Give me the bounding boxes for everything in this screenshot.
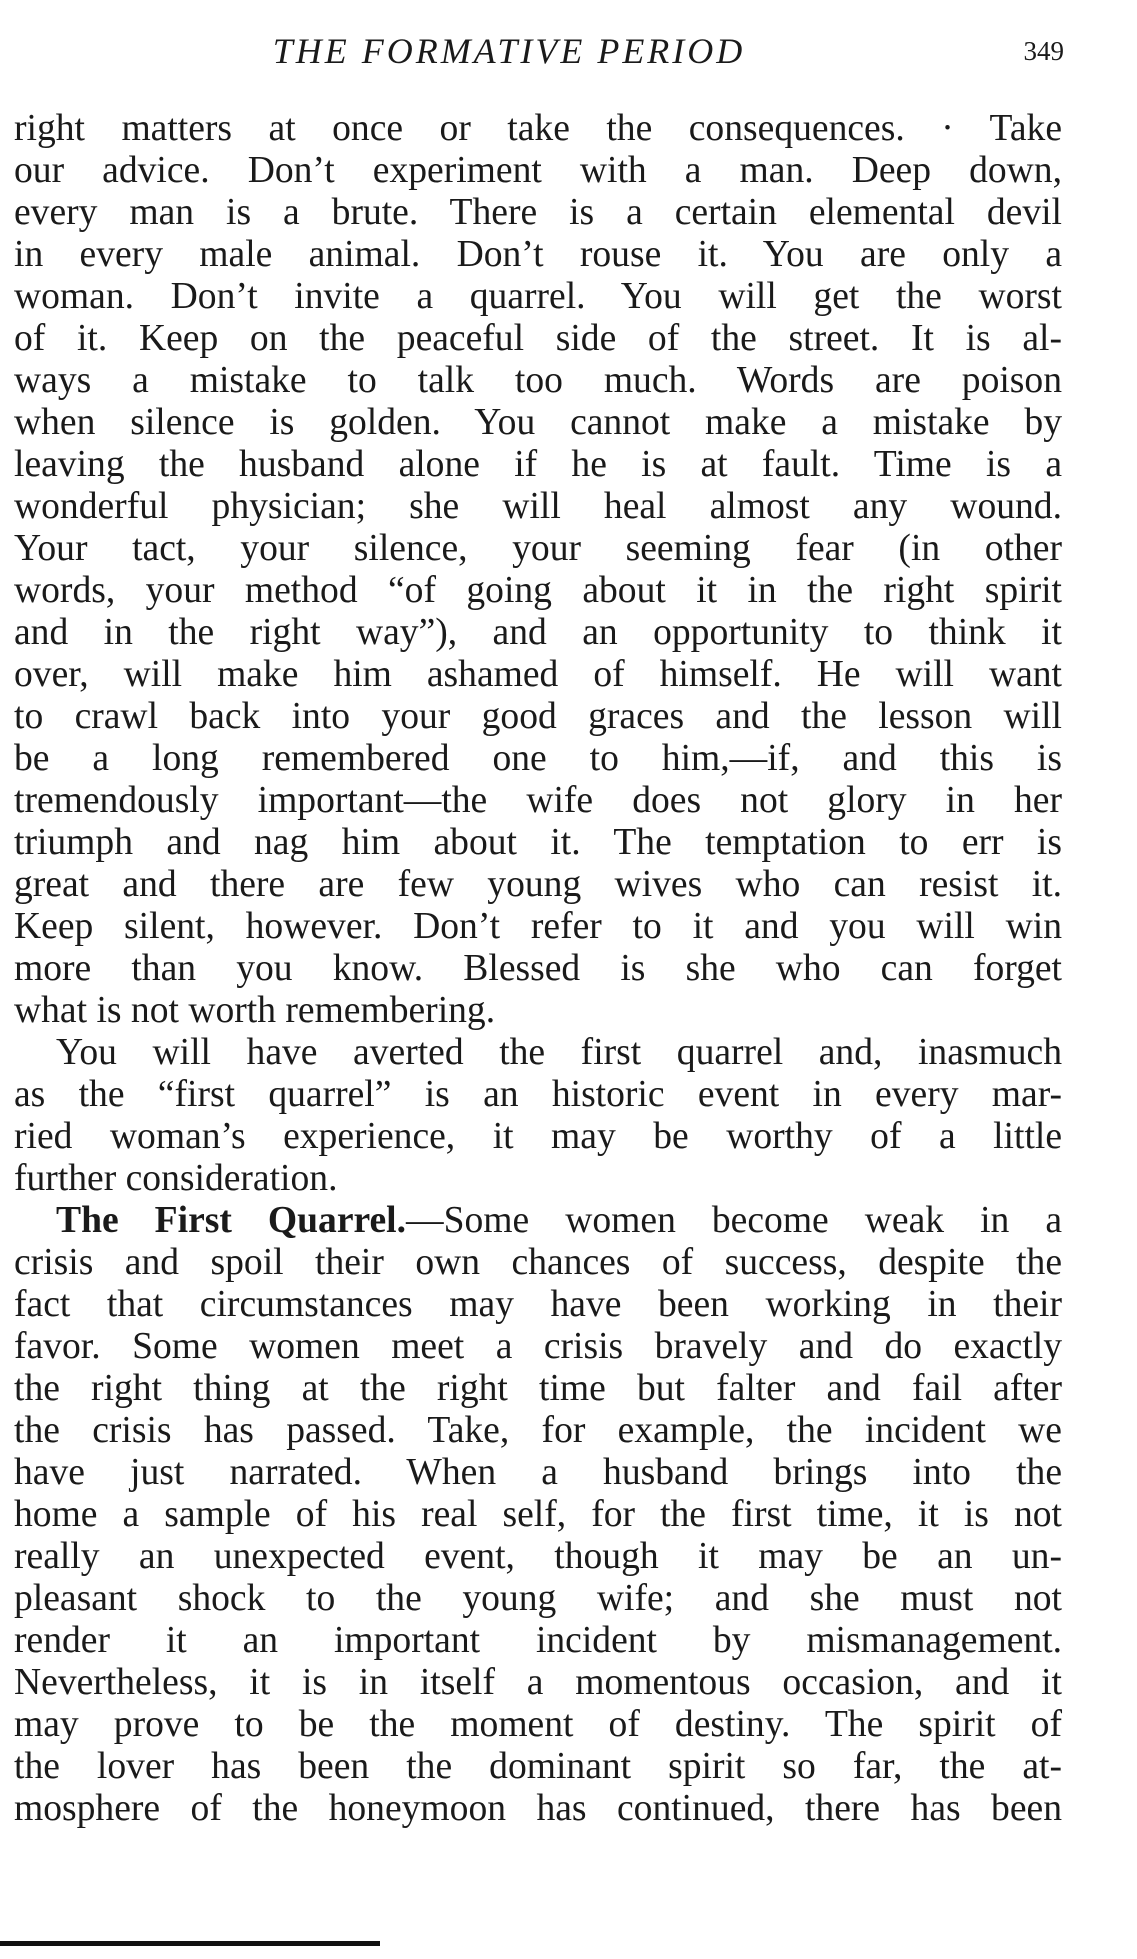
running-title: THE FORMATIVE PERIOD	[272, 31, 746, 71]
text-line: the crisis has passed. Take, for example, the incident we	[14, 1410, 1062, 1451]
paragraph-3	[14, 1200, 1062, 1830]
text-line: ried woman’s experience, it may be worthy of a little	[14, 1116, 1062, 1157]
bottom-rule	[0, 1941, 380, 1946]
text-line: great and there are few young wives who can resist it.	[14, 864, 1062, 905]
section-first-line	[14, 1200, 1062, 1242]
text-line: woman. Don’t invite a quarrel. You will get the worst	[14, 276, 1062, 317]
text-line: leaving the husband alone if he is at fault. Time is a	[14, 444, 1062, 485]
page-number: 349	[1023, 36, 1064, 66]
text-line: may prove to be the moment of destiny. The spirit of	[14, 1704, 1062, 1745]
paragraph-2	[14, 1032, 1062, 1200]
text-line: Your tact, your silence, your seeming fear (in other	[14, 528, 1062, 569]
text-line: tremendously important—the wife does not glory in her	[14, 780, 1062, 821]
text-line: what is not worth remembering.	[14, 990, 496, 1031]
text-line: really an unexpected event, though it may be an un-	[14, 1536, 1062, 1577]
text-line: right matters at once or take the consequences. · Take	[14, 108, 1062, 149]
text-line: wonderful physician; she will heal almost any wound.	[14, 486, 1062, 527]
text-line: the right thing at the right time but falter and fail after	[14, 1368, 1062, 1409]
text-line: ways a mistake to talk too much. Words are poison	[14, 360, 1062, 401]
text-line: when silence is golden. You cannot make a mistake by	[14, 402, 1062, 443]
text-line: You will have averted the first quarrel and, inasmuch	[56, 1032, 1062, 1073]
text-line: of it. Keep on the peaceful side of the street. It is al-	[14, 318, 1062, 359]
text-body	[14, 108, 1062, 1830]
text-line: fact that circumstances may have been working in their	[14, 1284, 1062, 1325]
text-line: pleasant shock to the young wife; and she must not	[14, 1578, 1062, 1619]
section-heading: The First Quarrel.	[56, 1200, 407, 1241]
text-line: the lover has been the dominant spirit so far, the at-	[14, 1746, 1062, 1787]
text-line: render it an important incident by mismanagement.	[14, 1620, 1062, 1661]
text-line: home a sample of his real self, for the first time, it is not	[14, 1494, 1062, 1535]
running-head	[14, 30, 1064, 78]
paragraph-1	[14, 108, 1062, 1032]
text-line: as the “first quarrel” is an historic event in every mar-	[14, 1074, 1062, 1115]
text-line: Keep silent, however. Don’t refer to it and you will win	[14, 906, 1062, 947]
section-first-line-text: —Some women become weak in a	[406, 1200, 1062, 1241]
text-line: mosphere of the honeymoon has continued, there has been	[14, 1788, 1062, 1829]
text-line: crisis and spoil their own chances of success, despite the	[14, 1242, 1062, 1283]
text-line: further consideration.	[14, 1158, 338, 1199]
text-line: favor. Some women meet a crisis bravely and do exactly	[14, 1326, 1062, 1367]
text-line: more than you know. Blessed is she who can forget	[14, 948, 1062, 989]
text-line: to crawl back into your good graces and the lesson will	[14, 696, 1062, 737]
text-line: our advice. Don’t experiment with a man. Deep down,	[14, 150, 1062, 191]
text-line: have just narrated. When a husband brings into the	[14, 1452, 1062, 1493]
text-line: words, your method “of going about it in the right spirit	[14, 570, 1062, 611]
text-line: over, will make him ashamed of himself. He will want	[14, 654, 1062, 695]
text-line: in every male animal. Don’t rouse it. You are only a	[14, 234, 1062, 275]
text-line: triumph and nag him about it. The temptation to err is	[14, 822, 1062, 863]
text-line: be a long remembered one to him,—if, and this is	[14, 738, 1062, 779]
text-line: every man is a brute. There is a certain elemental devil	[14, 192, 1062, 233]
text-line: Nevertheless, it is in itself a momentous occasion, and it	[14, 1662, 1062, 1703]
text-line: and in the right way”), and an opportunity to think it	[14, 612, 1062, 653]
